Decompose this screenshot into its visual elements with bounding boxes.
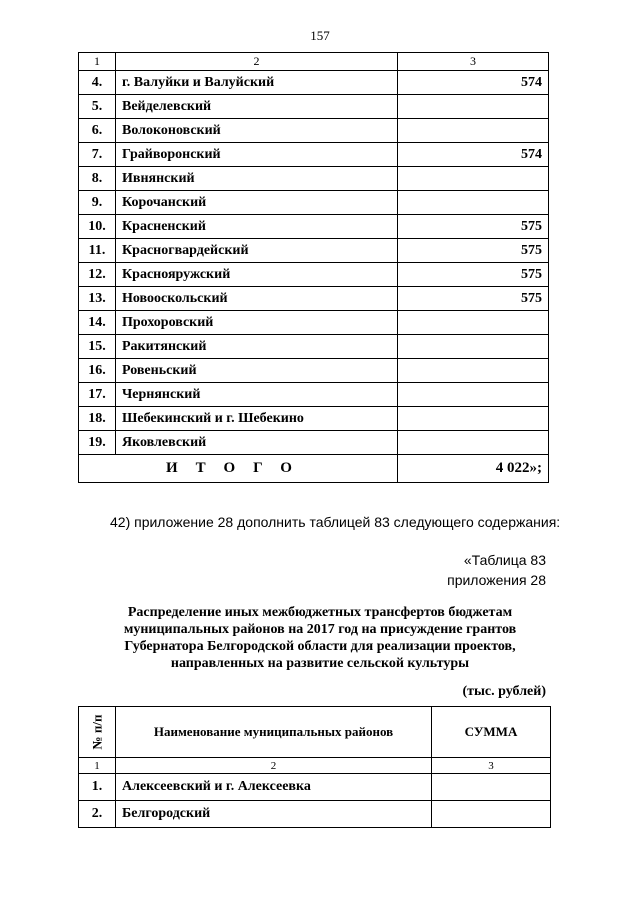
district-name: Шебекинский и г. Шебекино — [116, 407, 398, 431]
amendment-paragraph: 42) приложение 28 дополнить таблицей 83 следующего содержания: — [110, 514, 561, 530]
column-index: 1 — [79, 758, 116, 774]
row-value — [398, 167, 549, 191]
row-value: 575 — [398, 239, 549, 263]
table-row — [79, 335, 549, 359]
table-row — [79, 95, 549, 119]
grants-table — [78, 706, 551, 828]
table-row — [79, 119, 549, 143]
table-row — [79, 774, 551, 801]
column-index: 3 — [432, 758, 551, 774]
column-index: 2 — [116, 758, 432, 774]
row-value: 574 — [398, 143, 549, 167]
row-value — [398, 191, 549, 215]
table-row — [79, 263, 549, 287]
row-number: 19. — [79, 431, 116, 455]
row-number: 4. — [79, 71, 116, 95]
row-value — [398, 95, 549, 119]
district-name: Красногвардейский — [116, 239, 398, 263]
table-row — [79, 71, 549, 95]
row-value: 574 — [398, 71, 549, 95]
row-value — [398, 407, 549, 431]
district-name: Грайворонский — [116, 143, 398, 167]
total-row — [79, 455, 549, 483]
row-number: 8. — [79, 167, 116, 191]
row-value — [398, 431, 549, 455]
table-row — [79, 383, 549, 407]
district-name: Вейделевский — [116, 95, 398, 119]
district-name: Белгородский — [116, 801, 432, 828]
table-row — [79, 167, 549, 191]
district-name: Ивнянский — [116, 167, 398, 191]
header-sum: СУММА — [432, 707, 551, 758]
district-name: Ракитянский — [116, 335, 398, 359]
row-number: 1. — [79, 774, 116, 801]
row-number: 13. — [79, 287, 116, 311]
row-value — [398, 119, 549, 143]
header-row — [79, 707, 551, 758]
row-number: 12. — [79, 263, 116, 287]
table-row — [79, 431, 549, 455]
row-value — [398, 335, 549, 359]
district-name: Ровеньский — [116, 359, 398, 383]
row-number: 16. — [79, 359, 116, 383]
row-value: 575 — [398, 263, 549, 287]
table-row — [79, 143, 549, 167]
district-name: Яковлевский — [116, 431, 398, 455]
table-row — [79, 407, 549, 431]
header-number-text: № п/п — [89, 714, 104, 750]
total-label: ИТОГО — [79, 455, 398, 483]
table-heading-line: муниципальных районов на 2017 год на присуждение грантов — [123, 622, 517, 637]
column-index-row — [79, 758, 551, 774]
units-label: (тыс. рублей) — [462, 684, 546, 699]
row-number: 6. — [79, 119, 116, 143]
row-number: 15. — [79, 335, 116, 359]
row-number: 5. — [79, 95, 116, 119]
districts-table-continued — [78, 52, 549, 483]
table-heading — [80, 604, 560, 672]
table-row — [79, 359, 549, 383]
row-value: 575 — [398, 215, 549, 239]
row-number: 14. — [79, 311, 116, 335]
row-number: 7. — [79, 143, 116, 167]
row-number: 18. — [79, 407, 116, 431]
table-row — [79, 215, 549, 239]
table-row — [79, 239, 549, 263]
row-number: 9. — [79, 191, 116, 215]
row-value — [398, 311, 549, 335]
row-number: 11. — [79, 239, 116, 263]
row-value — [432, 801, 551, 828]
table-heading-line: Распределение иных межбюджетных трансфертов бюджетам — [127, 605, 513, 620]
header-name: Наименование муниципальных районов — [116, 707, 432, 758]
district-name: Краснояружский — [116, 263, 398, 287]
row-value — [398, 359, 549, 383]
table-row — [79, 801, 551, 828]
row-value — [432, 774, 551, 801]
district-name: Алексеевский и г. Алексеевка — [116, 774, 432, 801]
table-row — [79, 311, 549, 335]
district-name: Корочанский — [116, 191, 398, 215]
table-row — [79, 191, 549, 215]
table-row — [79, 287, 549, 311]
row-value: 575 — [398, 287, 549, 311]
row-number: 2. — [79, 801, 116, 828]
district-name: Красненский — [116, 215, 398, 239]
table-heading-line: Губернатора Белгородской области для реализации проектов, — [124, 639, 516, 654]
page-number: 157 — [310, 28, 330, 43]
row-number: 10. — [79, 215, 116, 239]
column-index-row — [79, 53, 549, 71]
district-name: г. Валуйки и Валуйский — [116, 71, 398, 95]
row-number: 17. — [79, 383, 116, 407]
district-name: Новооскольский — [116, 287, 398, 311]
table-reference-line: «Таблица 83 — [463, 552, 546, 568]
table-reference-line: приложения 28 — [447, 572, 546, 588]
table-heading-line: направленных на развитие сельской культуры — [170, 656, 470, 671]
district-name: Волоконовский — [116, 119, 398, 143]
column-index: 1 — [79, 53, 116, 71]
district-name: Прохоровский — [116, 311, 398, 335]
column-index: 3 — [398, 53, 549, 71]
total-value: 4 022»; — [398, 455, 549, 483]
header-number — [79, 707, 116, 758]
column-index: 2 — [116, 53, 398, 71]
district-name: Чернянский — [116, 383, 398, 407]
row-value — [398, 383, 549, 407]
table-reference — [447, 550, 546, 590]
